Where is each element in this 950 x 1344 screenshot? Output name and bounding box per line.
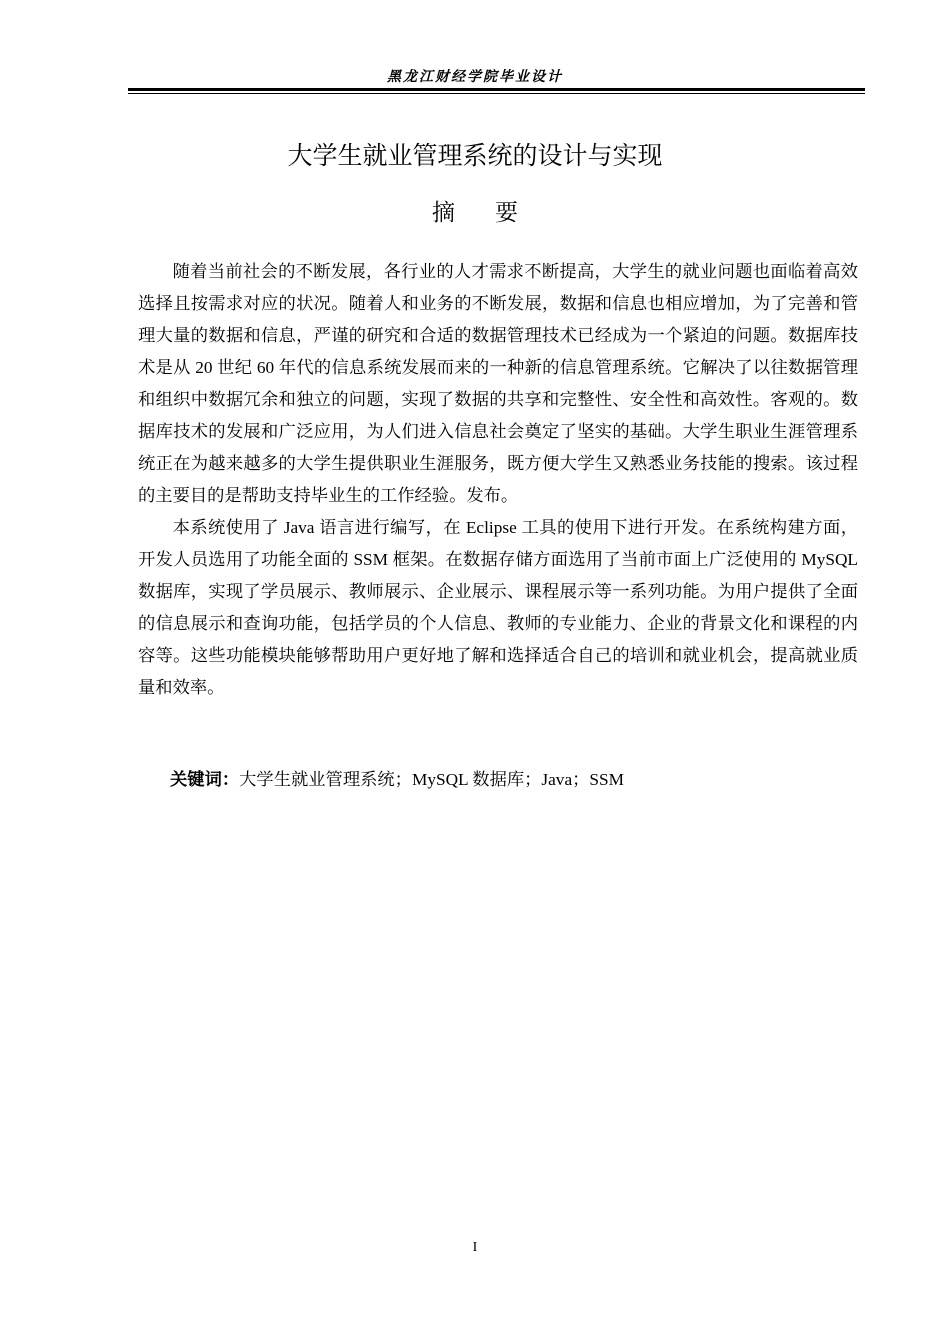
- abstract-paragraph-1: 随着当前社会的不断发展，各行业的人才需求不断提高，大学生的就业问题也面临着高效选择且按需求对应的状况。随着人和业务的不断发展，数据和信息也相应增加，为了完善和管理大量的数据和信息，严谨的研究和合适的数据管理技术已经成为一个紧迫的问题。数据库技术是从 20 世纪 60 年代的信息系统发展而来的一种新的信息管理系统。它解决了以往数据管理和组织中数据冗余和独立的问题，实现了数据的共享和完整性、安全性和高效性。客观的。数据库技术的发展和广泛应用，为人们进入信息社会奠定了坚实的基础。大学生职业生涯管理系统正在为越来越多的大学生提供职业生涯服务，既方便大学生又熟悉业务技能的搜索。该过程的主要目的是帮助支持毕业生的工作经验。发布。: [138, 262, 858, 505]
- page-number: I: [472, 1240, 478, 1255]
- header-rule-thin: [128, 93, 865, 94]
- abstract-heading-char-1: 摘: [432, 200, 455, 226]
- abstract-paragraph-2: 本系统使用了 Java 语言进行编写，在 Eclipse 工具的使用下进行开发。在系统构建方面，开发人员选用了功能全面的 SSM 框架。在数据存储方面选用了当前市面上广泛使用的 MySQL 数据库，实现了学员展示、教师展示、企业展示、课程展示等一系列功能。为用户提供了全面的信息展示和查询功能，包括学员的个人信息、教师的专业能力、企业的背景文化和课程的内容等。这些功能模块能够帮助用户更好地了解和选择适合自己的培训和就业机会，提高就业质量和效率。: [138, 518, 858, 697]
- keywords-label: 关键词：: [170, 770, 240, 790]
- header-rule-thick: [128, 88, 865, 91]
- abstract-heading: [0, 196, 950, 230]
- running-header: 黑龙江财经学院毕业设计: [387, 69, 563, 85]
- keywords-line: [170, 765, 860, 795]
- abstract-heading-char-2: 要: [495, 200, 518, 226]
- abstract-body: [138, 256, 858, 704]
- keywords-value: 大学生就业管理系统；MySQL 数据库；Java；SSM: [239, 770, 624, 789]
- document-title: 大学生就业管理系统的设计与实现: [287, 141, 663, 170]
